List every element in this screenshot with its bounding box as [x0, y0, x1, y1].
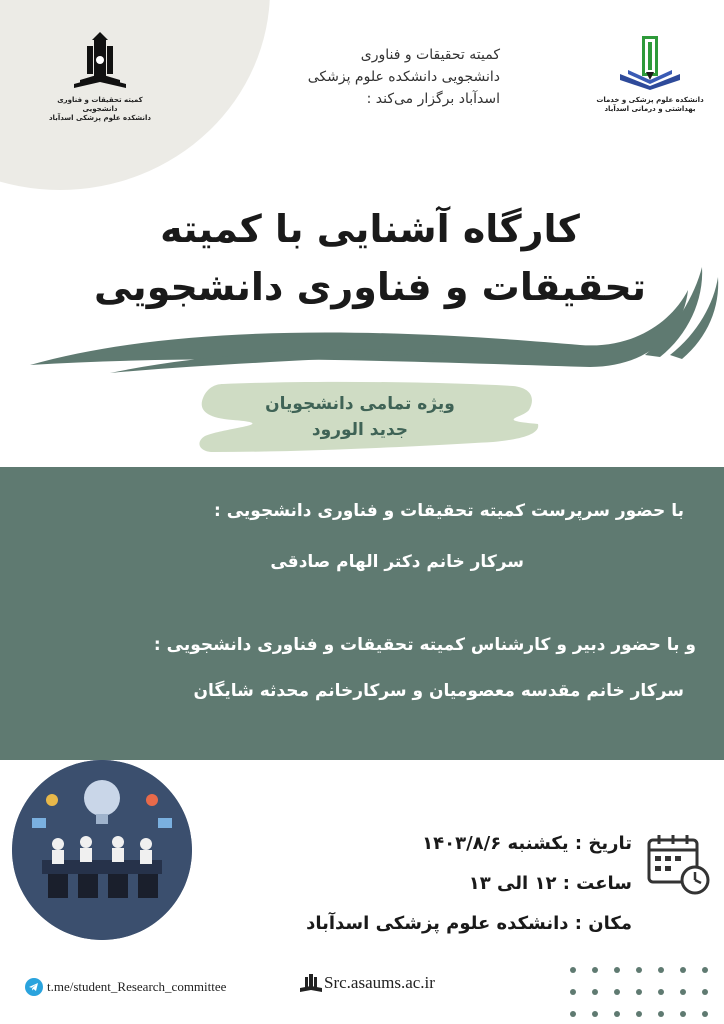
committee-small-logo [298, 972, 324, 994]
committee-logo [40, 30, 160, 125]
workshop-title [60, 200, 680, 316]
committee-logo-mark [40, 30, 160, 92]
committee-logo-caption-1: کمیته تحقیقات و فناوری دانشجویی [57, 96, 143, 113]
secretary-label: و با حضور دبیر و کارشناس کمیته تحقیقات و فناوری دانشجویی : [153, 635, 696, 655]
committee-logo-caption-2: دانشکده علوم پزشکی اسدآباد [48, 114, 152, 122]
website-text: Src.asaums.ac.ir [324, 973, 435, 993]
title-line-2: تحقیقات و فناوری دانشجویی [93, 265, 646, 309]
meeting-illustration-art [12, 760, 192, 940]
audience-line-1: ویژه تمامی دانشجویان [265, 394, 455, 414]
organizer-text [230, 44, 500, 110]
organizer-line-1: کمیته تحقیقات و فناوری [360, 47, 500, 63]
event-time: ساعت : ۱۲ الی ۱۳ [468, 873, 632, 894]
audience-text [200, 391, 520, 443]
event-date: تاریخ : یکشنبه ۱۴۰۳/۸/۶ [422, 833, 632, 854]
website-link[interactable] [298, 972, 435, 998]
organizer-line-2: دانشجویی دانشکده علوم پزشکی [307, 69, 500, 85]
organizer-line-3: اسدآباد برگزار می‌کند : [366, 91, 500, 107]
event-place: مکان : دانشکده علوم پزشکی اسدآباد [306, 913, 632, 934]
supervisor-label: با حضور سرپرست کمیته تحقیقات و فناوری دانشجویی : [214, 501, 684, 521]
telegram-link[interactable] [25, 978, 226, 1000]
secretary-names: سرکار خانم مقدسه معصومیان و سرکارخانم محدثه شایگان [193, 681, 684, 701]
university-logo-caption-1: دانشکده علوم پزشکی و خدمات [596, 96, 704, 104]
meeting-illustration [12, 760, 192, 940]
university-logo [590, 30, 710, 125]
dots-decoration [565, 962, 715, 1022]
university-logo-caption-2: بهداشتی و درمانی اسدآباد [604, 105, 696, 113]
telegram-text: t.me/student_Research_committee [47, 979, 227, 995]
calendar-clock-icon [645, 832, 711, 896]
university-logo-mark [590, 30, 710, 92]
presence-band [0, 467, 724, 760]
title-line-1: کارگاه آشنایی با کمیته [160, 207, 580, 251]
telegram-icon [25, 978, 43, 996]
audience-line-2: جدید الورود [311, 420, 409, 440]
supervisor-name: سرکار خانم دکتر الهام صادقی [270, 552, 524, 572]
